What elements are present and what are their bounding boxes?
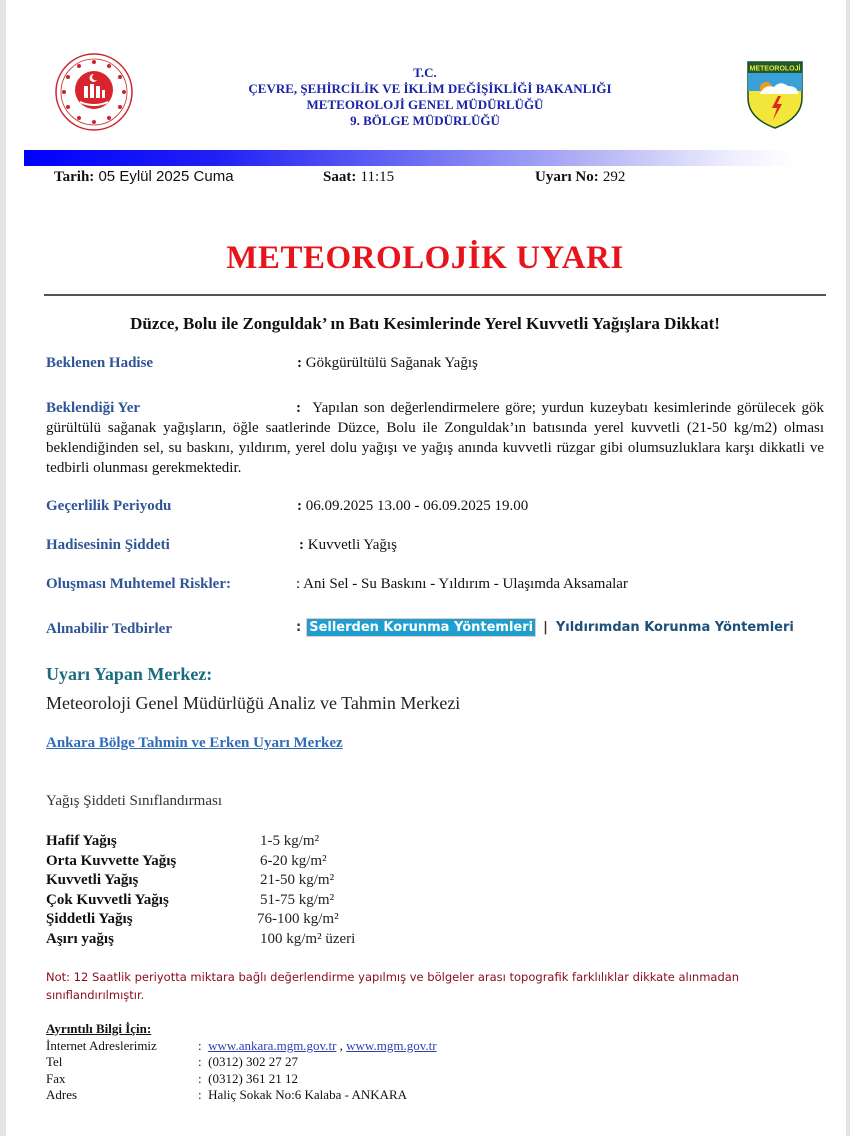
ankara-mgm-link[interactable]: www.ankara.mgm.gov.tr bbox=[208, 1037, 337, 1053]
time-value: 11:15 bbox=[360, 169, 395, 185]
validity-label: Geçerlilik Periyodu bbox=[46, 498, 172, 514]
regional-center-link[interactable]: Ankara Bölge Tahmin ve Erken Uyarı Merkez bbox=[46, 735, 343, 751]
classification-name: Kuvvetli Yağış bbox=[46, 872, 139, 888]
lightning-protection-link[interactable]: Yıldırımdan Korunma Yöntemleri bbox=[555, 620, 794, 635]
date-value: 05 Eylül 2025 Cuma bbox=[98, 168, 234, 185]
classification-name: Orta Kuvvette Yağış bbox=[46, 852, 177, 869]
flood-protection-link[interactable]: Sellerden Korunma Yöntemleri bbox=[309, 620, 534, 635]
classification-row bbox=[46, 930, 355, 950]
org-line-ministry: ÇEVRE, ŞEHİRCİLİK VE İKLİM DEĞİŞİKLİĞİ BAKANLIĞI bbox=[248, 81, 612, 96]
validity-value bbox=[297, 498, 528, 515]
classification-range: 51-75 kg/m² bbox=[260, 891, 335, 908]
title-divider bbox=[44, 294, 826, 296]
tel-label: Tel bbox=[46, 1054, 63, 1069]
org-line-region: 9. BÖLGE MÜDÜRLÜĞÜ bbox=[350, 113, 500, 128]
contact-heading: Ayrıntılı Bilgi İçin: bbox=[46, 1021, 152, 1036]
measures-label: Alınabilir Tedbirler bbox=[46, 621, 172, 637]
ministry-logo-icon bbox=[54, 52, 134, 132]
page-edge-left bbox=[0, 0, 6, 1136]
colon: : bbox=[198, 1070, 202, 1086]
severity-value bbox=[299, 537, 397, 554]
validity-text: 06.09.2025 13.00 - 06.09.2025 19.00 bbox=[305, 498, 529, 514]
classification-table bbox=[46, 832, 355, 949]
classification-name: Çok Kuvvetli Yağış bbox=[46, 891, 169, 908]
classification-range: 76-100 kg/m² bbox=[257, 911, 339, 927]
severity-label: Hadisesinin Şiddeti bbox=[46, 537, 170, 553]
expected-place-label: Beklendiği Yer bbox=[46, 400, 141, 416]
date-label: Tarih: bbox=[54, 169, 95, 185]
header-gradient-bar bbox=[24, 150, 794, 166]
colon: : bbox=[297, 498, 302, 514]
classification-row bbox=[46, 871, 355, 891]
measures-links bbox=[296, 620, 794, 635]
colon: : bbox=[297, 355, 302, 371]
warning-subtitle: Düzce, Bolu ile Zonguldak’ ın Batı Kesimlerinde Yerel Kuvvetli Yağışlara Dikkat! bbox=[130, 314, 720, 333]
classification-range: 21-50 kg/m² bbox=[260, 872, 335, 888]
time-field bbox=[323, 168, 394, 186]
time-label: Saat: bbox=[323, 169, 357, 185]
warning-number-value: 292 bbox=[602, 169, 626, 185]
issuer-name: Meteoroloji Genel Müdürlüğü Analiz ve Tahmin Merkezi bbox=[46, 693, 461, 713]
svg-text:METEOROLOJİ: METEOROLOJİ bbox=[749, 65, 801, 73]
classification-title: Yağış Şiddeti Sınıflandırması bbox=[46, 793, 222, 809]
page-title: METEOROLOJİK UYARI bbox=[226, 240, 624, 276]
classification-range: 6-20 kg/m² bbox=[260, 852, 327, 869]
fax-value: (0312) 361 21 12 bbox=[208, 1070, 299, 1086]
expected-event-value bbox=[297, 355, 478, 372]
classification-range: 100 kg/m² üzeri bbox=[260, 930, 356, 947]
contact-row-tel bbox=[46, 1054, 437, 1071]
classification-note: Not: 12 Saatlik periyotta miktara bağlı değerlendirme yapılmış ve bölgeler arası topografik farklılıklar dikkate alınmadan sınıflandırılmıştır. bbox=[46, 970, 740, 1002]
classification-row bbox=[46, 891, 355, 911]
colon: : bbox=[299, 537, 304, 553]
expected-place-value: Yapılan son değerlendirmelere göre; yurdun kuzeybatı kesimlerinde görülecek gök gürültülü sağanak yağışların, öğle saatlerinde Düzce, Bolu ile Zonguldak’ın batısında yerel kuvvetli (21-50 kg/m2) olması beklendiğinden sel, su baskını, yıldırım, yerel dolu yağışı ve yağış anında kuvvetli rüzgar gibi olumsuzluklara karşı dikkatli ve tedbirli olunması gerekmektedir. bbox=[46, 400, 825, 476]
expected-place-field bbox=[46, 398, 824, 478]
classification-range: 1-5 kg/m² bbox=[260, 833, 320, 849]
page-edge-right bbox=[846, 0, 850, 1136]
address-label: Adres bbox=[46, 1087, 78, 1102]
colon: : bbox=[198, 1054, 202, 1069]
risks-text: Ani Sel - Su Baskını - Yıldırım - Ulaşımda Aksamalar bbox=[303, 576, 628, 592]
colon: : bbox=[198, 1037, 202, 1053]
link-separator: | bbox=[543, 620, 548, 635]
contact-row-fax bbox=[46, 1071, 437, 1088]
mgm-link[interactable]: www.mgm.gov.tr bbox=[346, 1037, 437, 1053]
classification-name: Aşırı yağış bbox=[46, 930, 114, 947]
risks-label: Oluşması Muhtemel Riskler: bbox=[46, 576, 231, 592]
classification-row bbox=[46, 852, 355, 872]
web-label: İnternet Adreslerimiz bbox=[46, 1037, 157, 1053]
contact-info bbox=[46, 1021, 437, 1104]
issuer-title: Uyarı Yapan Merkez: bbox=[46, 664, 213, 684]
web-separator: , bbox=[336, 1037, 347, 1053]
org-line-directorate: METEOROLOJİ GENEL MÜDÜRLÜĞÜ bbox=[306, 97, 544, 112]
warning-number-field bbox=[535, 168, 625, 186]
contact-row-address bbox=[46, 1087, 437, 1104]
colon: : bbox=[296, 576, 301, 592]
warning-number-label: Uyarı No: bbox=[535, 169, 599, 185]
contact-row-web bbox=[46, 1038, 437, 1055]
severity-text: Kuvvetli Yağış bbox=[307, 537, 397, 553]
date-field bbox=[54, 168, 234, 186]
meteorology-logo-icon bbox=[746, 60, 804, 130]
expected-event-label: Beklenen Hadise bbox=[46, 355, 154, 371]
classification-row bbox=[46, 910, 355, 930]
fax-label: Fax bbox=[46, 1070, 66, 1086]
expected-event-text: Gökgürültülü Sağanak Yağış bbox=[305, 355, 478, 371]
colon: : bbox=[296, 620, 302, 635]
address-value: Haliç Sokak No:6 Kalaba - ANKARA bbox=[208, 1087, 408, 1102]
risks-value bbox=[296, 576, 628, 593]
organization-header bbox=[190, 65, 660, 129]
classification-name: Hafif Yağış bbox=[46, 833, 117, 849]
org-line-tc: T.C. bbox=[413, 65, 437, 80]
colon: : bbox=[296, 400, 301, 416]
colon: : bbox=[198, 1087, 202, 1102]
classification-name: Şiddetli Yağış bbox=[46, 911, 133, 927]
classification-row bbox=[46, 832, 355, 852]
tel-value: (0312) 302 27 27 bbox=[208, 1054, 299, 1069]
